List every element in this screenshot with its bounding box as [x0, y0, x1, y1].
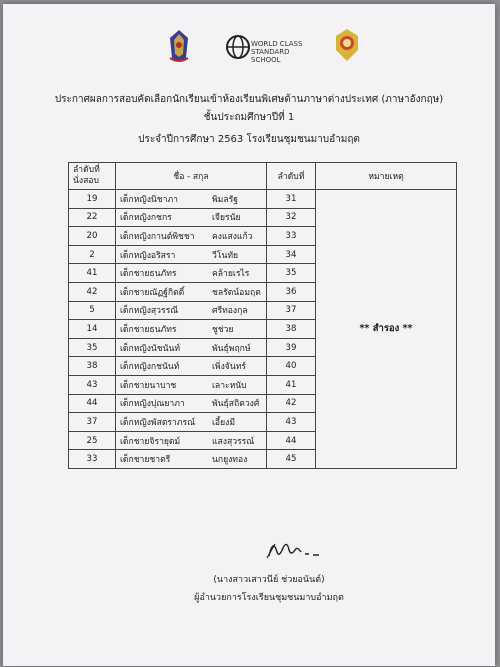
- rank: 42: [267, 394, 316, 413]
- seat-number: 33: [69, 450, 116, 469]
- rank: 34: [267, 245, 316, 264]
- rank: 31: [267, 190, 316, 209]
- student-name: [116, 208, 267, 227]
- first-name: เด็กหญิงนัชนันท์: [120, 343, 181, 354]
- seat-number: 37: [69, 413, 116, 432]
- last-name: พิมลรัฐ: [212, 194, 238, 205]
- student-name: [116, 357, 267, 376]
- seat-number: 38: [69, 357, 116, 376]
- rank: 45: [267, 450, 316, 469]
- school-crest-logo: [166, 28, 192, 64]
- student-name: [116, 190, 267, 209]
- student-name: [116, 282, 267, 301]
- rank: 41: [267, 375, 316, 394]
- rank: 36: [267, 282, 316, 301]
- rank: 40: [267, 357, 316, 376]
- seat-number: 42: [69, 282, 116, 301]
- last-name: เจียรนัย: [212, 213, 241, 224]
- rank: 39: [267, 338, 316, 357]
- signer-name: (นางสาวเสาวนีย์ ช่วยอนันต์): [213, 575, 325, 585]
- last-name: คงแสงแก้ว: [212, 231, 253, 242]
- academic-year-school: ประจำปีการศึกษา 2563 โรงเรียนชุมชนมาบอำมฤต: [138, 134, 360, 145]
- first-name: เด็กหญิงนิชาภา: [120, 194, 178, 205]
- announcement-title: ประกาศผลการสอบคัดเลือกนักเรียนเข้าห้องเรียนพิเศษด้านภาษาต่างประเทศ (ภาษาอังกฤษ): [54, 94, 444, 105]
- globe-icon: [225, 34, 251, 60]
- last-name: ชูช่วย: [212, 324, 234, 335]
- rank: 33: [267, 227, 316, 246]
- last-name: เลาะหนับ: [212, 380, 247, 391]
- remark-cell: ** สำรอง **: [316, 190, 457, 469]
- student-name: [116, 245, 267, 264]
- signer-position: ผู้อำนวยการโรงเรียนชุมชนมาบอำมฤต: [194, 593, 344, 603]
- first-name: เด็กหญิงอริสรา: [120, 250, 176, 261]
- logo-text: WORLD CLASS STANDARD SCHOOL: [251, 40, 303, 64]
- student-name: [116, 394, 267, 413]
- rank: 37: [267, 301, 316, 320]
- first-name: เด็กชายธนภัทร: [120, 324, 177, 335]
- last-name: ศรีทองกุล: [212, 306, 248, 317]
- last-name: คล้ายเรไร: [212, 269, 250, 280]
- document-page: [3, 4, 495, 666]
- seat-number: 5: [69, 301, 116, 320]
- last-name: เพิ่งจันทร์: [212, 362, 246, 373]
- seat-number: 2: [69, 245, 116, 264]
- signature: [263, 534, 333, 562]
- table-header-row: [69, 163, 457, 190]
- seat-number: 19: [69, 190, 116, 209]
- first-name: เด็กหญิงกานต์พิชชา: [120, 231, 195, 242]
- seat-number: 43: [69, 375, 116, 394]
- rank: 44: [267, 431, 316, 450]
- rank: 43: [267, 413, 316, 432]
- seat-number: 22: [69, 208, 116, 227]
- rank: 32: [267, 208, 316, 227]
- grade-level: ชั้นประถมศึกษาปีที่ 1: [203, 112, 295, 123]
- seat-number: 44: [69, 394, 116, 413]
- first-name: เด็กหญิงกชกร: [120, 213, 172, 224]
- first-name: เด็กชายนาบาช: [120, 380, 177, 391]
- seat-number: 41: [69, 264, 116, 283]
- student-name: [116, 375, 267, 394]
- student-name: [116, 413, 267, 432]
- first-name: เด็กชายชาตรี: [120, 455, 171, 466]
- rank: 38: [267, 320, 316, 339]
- header-name: ชื่อ - สกุล: [116, 163, 267, 190]
- first-name: เด็กชายจิรายุตม์: [120, 436, 181, 447]
- rank: 35: [267, 264, 316, 283]
- first-name: เด็กชายณัฏฐ์กิตติ์: [120, 287, 185, 298]
- last-name: วีโนทัย: [212, 250, 239, 261]
- first-name: เด็กหญิงพัสตราภรณ์: [120, 417, 196, 428]
- first-name: เด็กหญิงสุวรรณี: [120, 306, 179, 317]
- seat-number: 20: [69, 227, 116, 246]
- student-name: [116, 431, 267, 450]
- header-rank: ลำดับที่: [267, 163, 316, 190]
- last-name: แสงสุวรรณ์: [212, 436, 255, 447]
- last-name: พันธุ์พฤกษ์: [212, 343, 251, 354]
- student-name: [116, 320, 267, 339]
- student-name: [116, 301, 267, 320]
- table-row: [69, 190, 457, 209]
- obec-emblem-logo: [334, 28, 360, 62]
- header-remark: หมายเหตุ: [316, 163, 457, 190]
- student-name: [116, 227, 267, 246]
- last-name: ชลรัตน์อมฤต: [212, 287, 261, 298]
- seat-number: 14: [69, 320, 116, 339]
- seat-number: 25: [69, 431, 116, 450]
- student-name: [116, 338, 267, 357]
- header-exam-order: ลำดับที่ นั่งสอบ: [69, 163, 116, 190]
- first-name: เด็กชายธนภัทร: [120, 269, 177, 280]
- world-class-standard-logo: [225, 34, 305, 64]
- last-name: เอี้ยงมี: [212, 417, 235, 428]
- results-table: [68, 162, 457, 469]
- last-name: พันธุ์สถิตวงศ์: [212, 399, 260, 410]
- last-name: นกยูงทอง: [212, 455, 248, 466]
- first-name: เด็กหญิงปุณยาภา: [120, 399, 185, 410]
- student-name: [116, 264, 267, 283]
- student-name: [116, 450, 267, 469]
- seat-number: 35: [69, 338, 116, 357]
- first-name: เด็กหญิงกชนันท์: [120, 362, 180, 373]
